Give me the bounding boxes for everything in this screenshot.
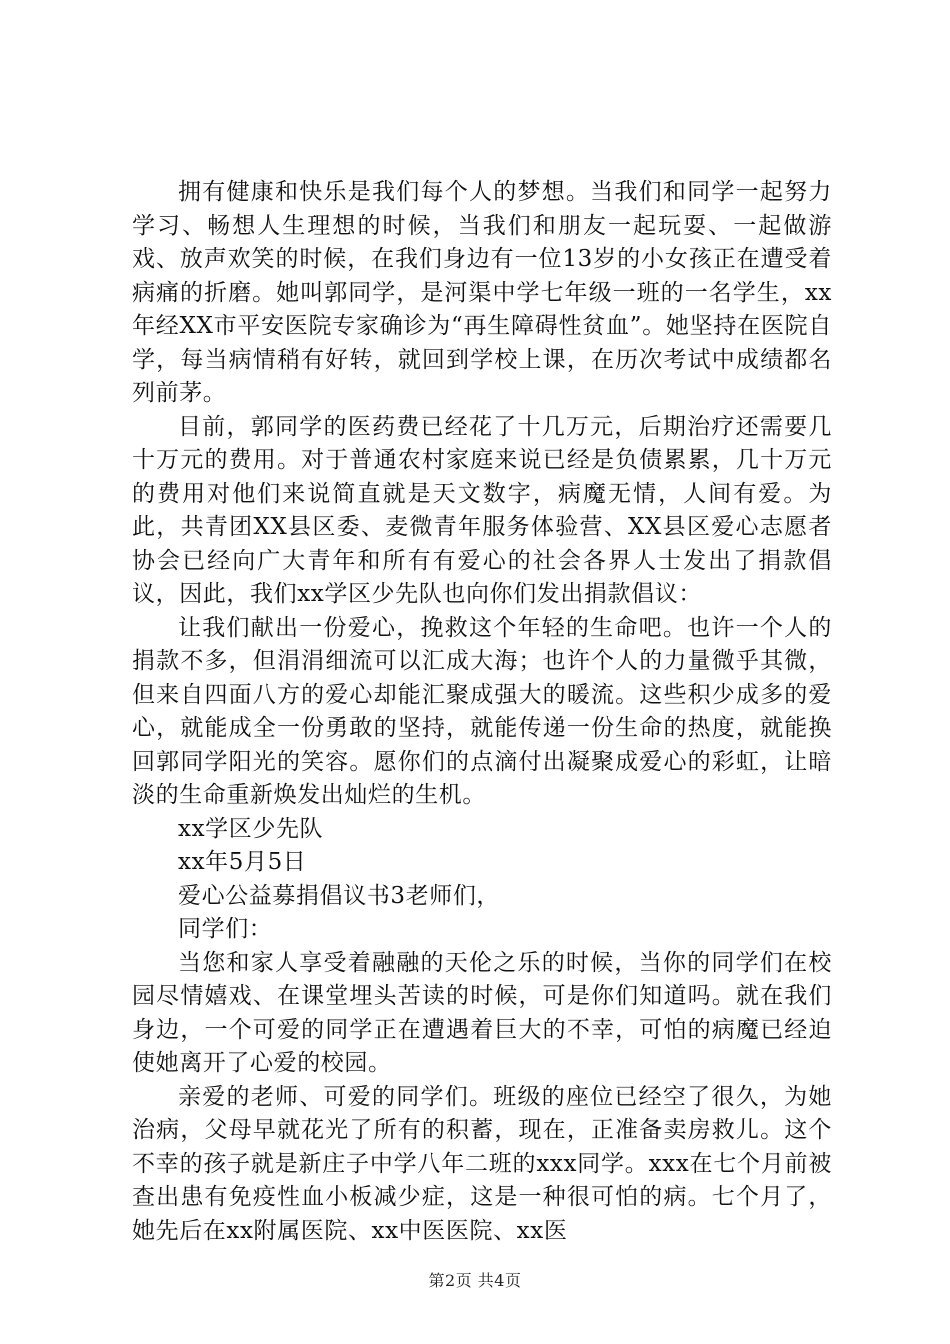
paragraph-appeal: 让我们献出一份爱心，挽救这个年轻的生命吧。也许一个人的捐款不多，但涓涓细流可以汇成大海；也许个人的力量微乎其微，但来自四面八方的爱心却能汇聚成强大的暖流。这些积少成多的爱心，就能成全一份勇敢的坚持，就能传递一份生命的热度，就能换回郭同学阳光的笑容。愿你们的点滴付出凝聚成爱心的彩虹，让暗淡的生命重新焕发出灿烂的生机。 xyxy=(132,614,832,808)
document-body xyxy=(132,176,832,1248)
signature-organization: xx学区少先队 xyxy=(178,815,324,842)
paragraph-classmate-illness: 亲爱的老师、可爱的同学们。班级的座位已经空了很久，为她治病，父母早就花光了所有的积蓄，现在，正准备卖房救儿。这个不幸的孩子就是新庄子中学八年二班的xxx同学。xxx在七个月前被查出患有免疫性血小板减少症，这是一种很可怕的病。七个月了，她先后在xx附属医院、xx中医医院、xx医 xyxy=(132,1083,832,1244)
paragraph-medical-costs: 目前，郭同学的医药费已经花了十几万元，后期治疗还需要几十万元的费用。对于普通农村家庭来说已经是负债累累，几十万元的费用对他们来说简直就是天文数字，病魔无情，人间有爱。为此，共青团XX县区委、麦微青年服务体验营、XX县区爱心志愿者协会已经向广大青年和所有有爱心的社会各界人士发出了捐款倡议，因此，我们xx学区少先队也向你们发出捐款倡议： xyxy=(132,413,832,607)
second-letter-title: 爱心公益募捐倡议书3老师们， xyxy=(178,882,501,909)
page-footer: 第2页 共4页 xyxy=(428,1271,522,1290)
paragraph-family-joy: 当您和家人享受着融融的天伦之乐的时候，当你的同学们在校园尽情嬉戏、在课堂埋头苦读的时候，可是你们知道吗。就在我们身边，一个可爱的同学正在遭遇着巨大的不幸，可怕的病魔已经迫使她离开了心爱的校园。 xyxy=(132,949,832,1076)
signature-date: xx年5月5日 xyxy=(178,849,307,875)
second-letter-greeting: 同学们： xyxy=(178,916,273,942)
paragraph-health-dream: 拥有健康和快乐是我们每个人的梦想。当我们和同学一起努力学习、畅想人生理想的时候，当我们和朋友一起玩耍、一起做游戏、放声欢笑的时候，在我们身边有一位13岁的小女孩正在遭受着病痛的折磨。她叫郭同学，是河渠中学七年级一班的一名学生，xx年经XX市平安医院专家确诊为“再生障碍性贫血”。她坚持在医院自学，每当病情稍有好转，就回到学校上课，在历次考试中成绩都名列前茅。 xyxy=(132,179,832,406)
